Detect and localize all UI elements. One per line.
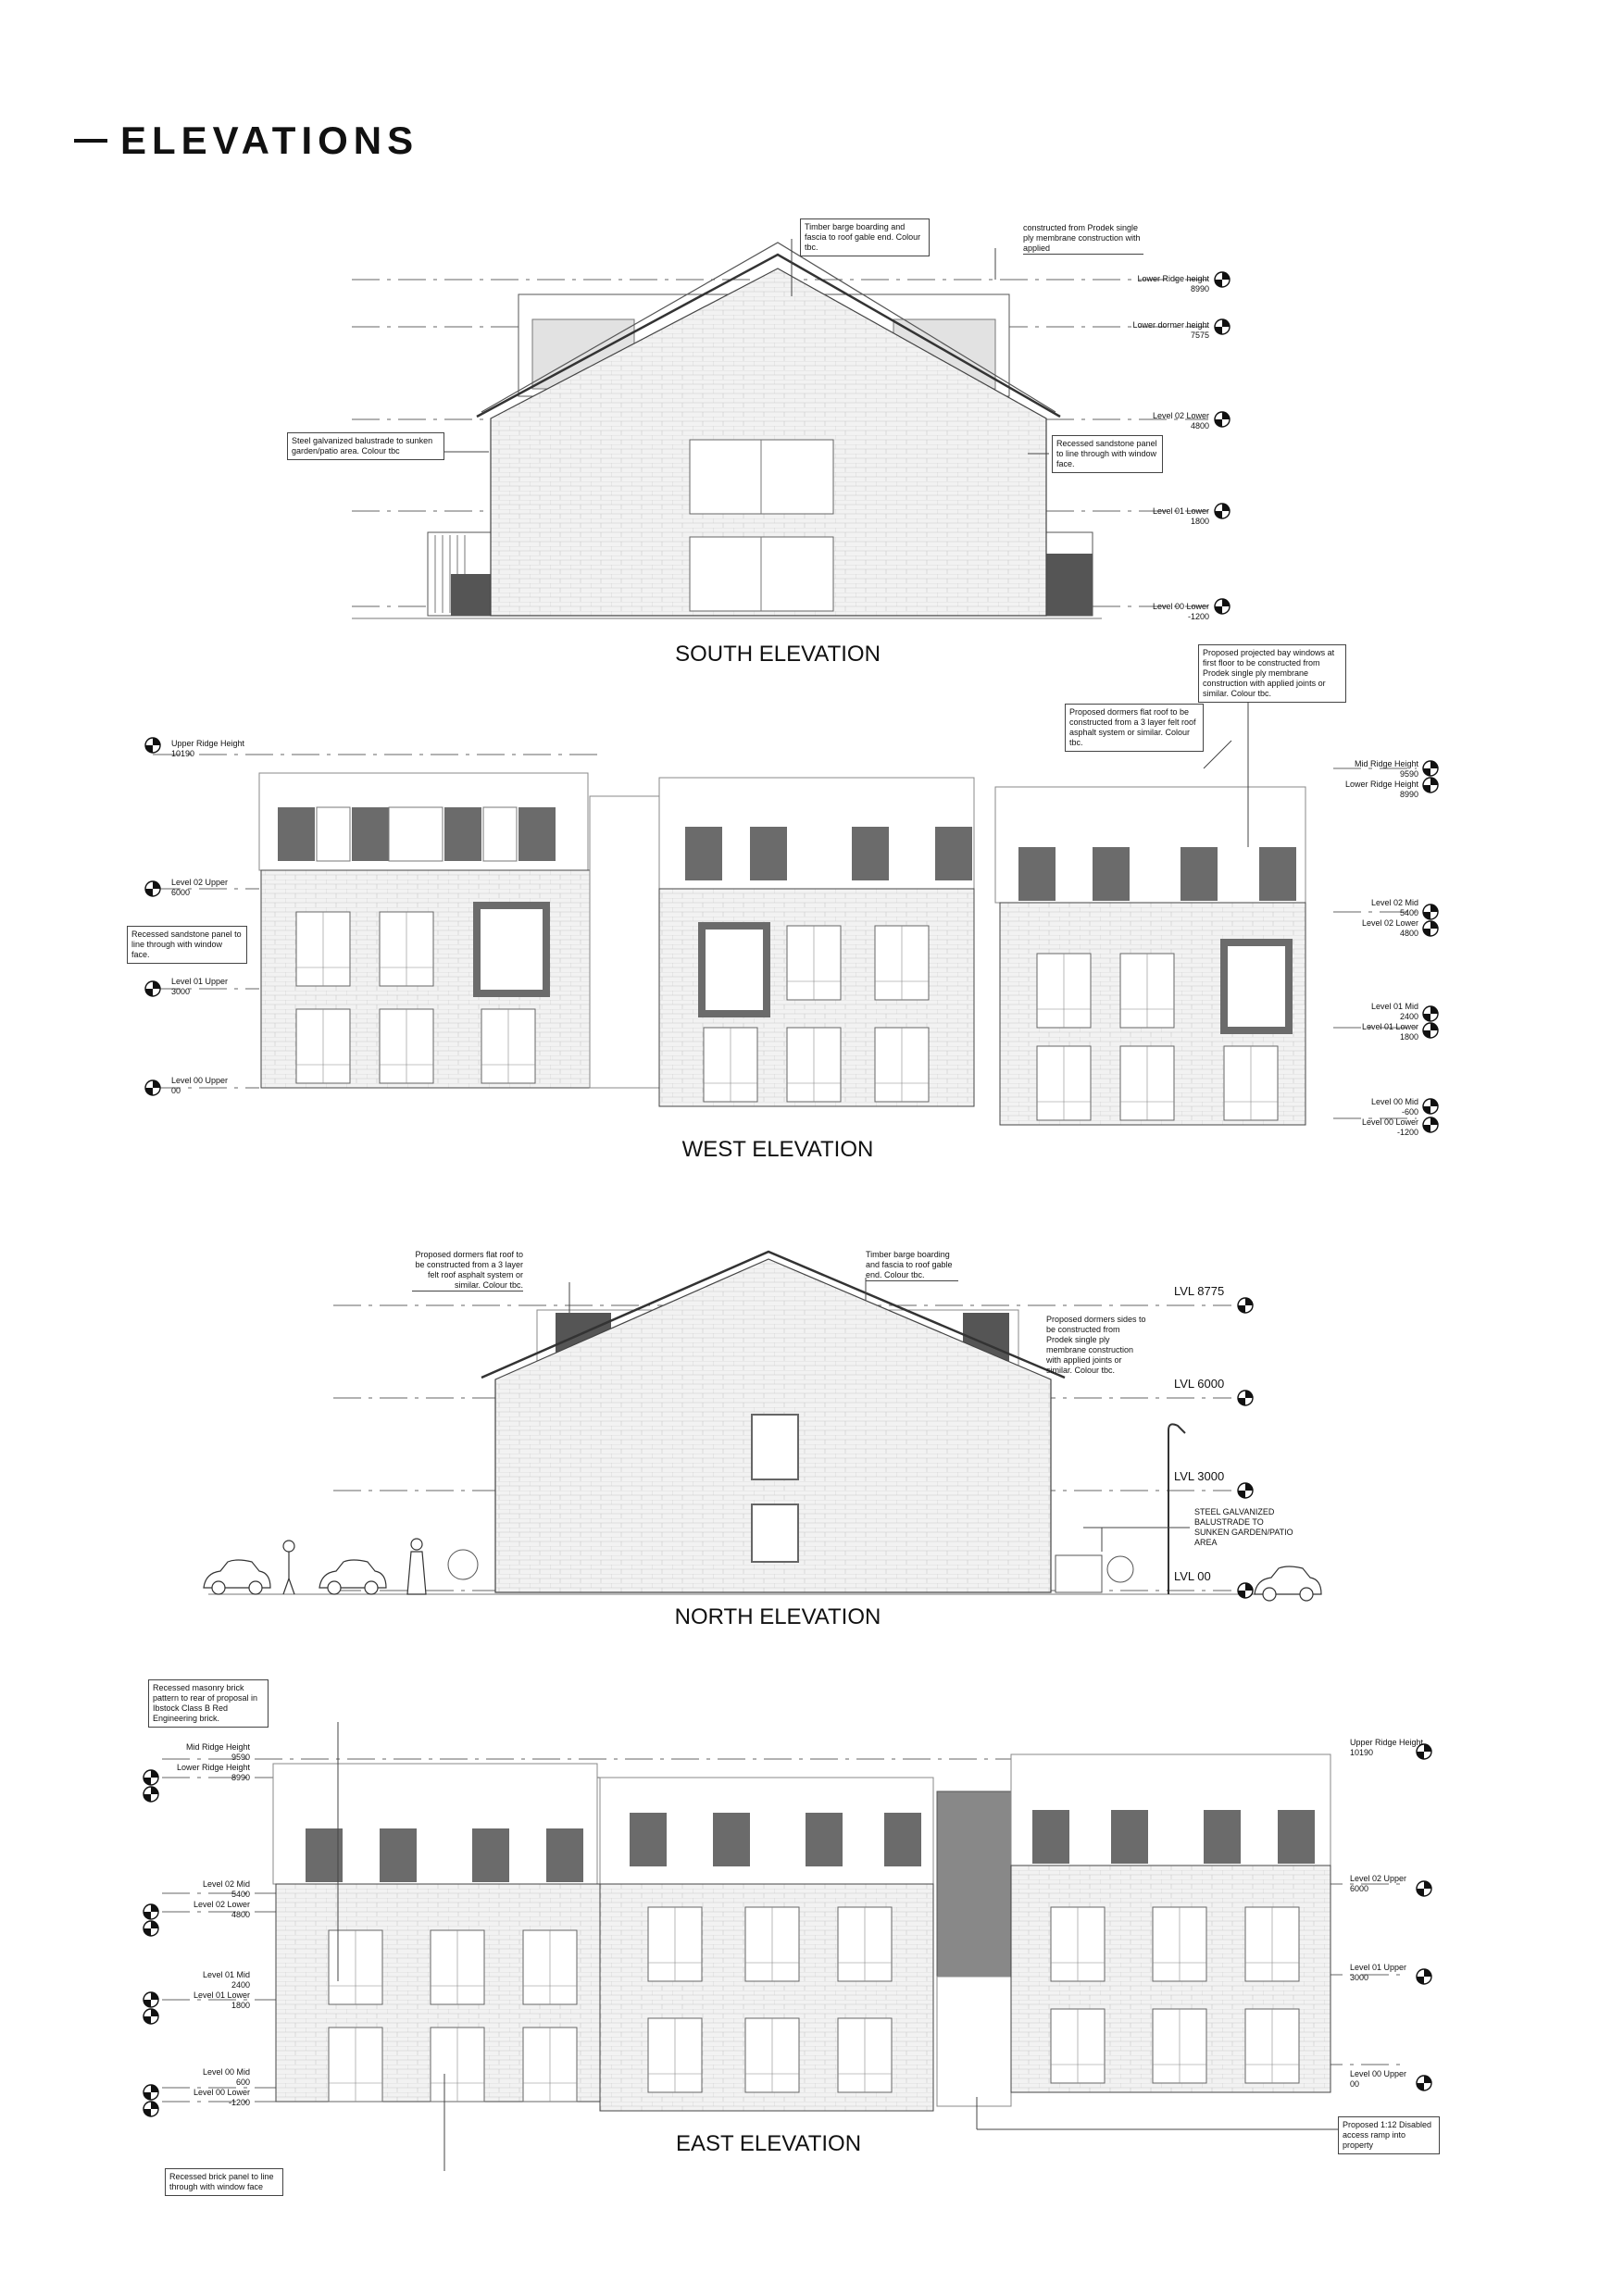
east-left-level-5: Level 01 Lower 1800 [193, 1990, 250, 2010]
west-right-level-7: Level 00 Lower -1200 [1361, 1117, 1418, 1137]
west-note-dormers: Proposed dormers flat roof to be constructed from a 3 layer felt roof asphalt system or similar. Colour tbc. [1065, 704, 1204, 752]
south-level-2: Level 02 Lower 4800 [1152, 411, 1209, 430]
north-note-balustrade: STEEL GALVANIZED BALUSTRADE TO SUNKEN GARDEN/PATIO AREA [1194, 1507, 1293, 1547]
west-right-level-5: Level 01 Lower 1800 [1361, 1022, 1418, 1042]
page-title-text: ELEVATIONS [120, 119, 419, 162]
east-left-level-2: Level 02 Mid 5400 [202, 1879, 250, 1899]
east-elevation-title: EAST ELEVATION [675, 2131, 862, 2156]
west-right-level-6: Level 00 Mid -600 [1370, 1097, 1418, 1117]
west-note-sandstone: Recessed sandstone panel to line through with window face. [127, 926, 247, 964]
west-left-level-2: Level 01 Upper 3000 [171, 977, 229, 996]
south-elevation-title: SOUTH ELEVATION [675, 642, 881, 667]
south-level-3: Level 01 Lower 1800 [1152, 506, 1209, 526]
north-level-1: LVL 6000 [1174, 1377, 1225, 1391]
west-left-level-0: Upper Ridge Height 10190 [171, 739, 245, 758]
south-level-0: Lower Ridge height 8990 [1137, 274, 1209, 293]
south-note-sandstone: Recessed sandstone panel to line through with window face. [1052, 435, 1163, 473]
east-left-level-4: Level 01 Mid 2400 [202, 1970, 250, 1990]
north-note-barge: Timber barge boarding and fascia to roof gable end. Colour tbc. [866, 1250, 958, 1281]
south-level-1: Lower dormer height 7575 [1132, 320, 1209, 340]
north-level-2: LVL 3000 [1174, 1469, 1225, 1483]
west-left-level-1: Level 02 Upper 6000 [171, 878, 229, 897]
south-level-4: Level 00 Lower -1200 [1152, 602, 1209, 621]
east-left-level-3: Level 02 Lower 4800 [193, 1900, 250, 1919]
south-note-prodek: constructed from Prodek single ply membrane construction with applied [1023, 223, 1143, 255]
east-left-level-7: Level 00 Lower -1200 [193, 2088, 250, 2107]
east-left-level-6: Level 00 Mid 600 [202, 2067, 250, 2087]
east-note-brick: Recessed brick panel to line through with window face [165, 2168, 283, 2196]
west-right-level-3: Level 02 Lower 4800 [1361, 918, 1418, 938]
east-left-level-0: Mid Ridge Height 9590 [185, 1742, 250, 1762]
north-elevation-title: NORTH ELEVATION [674, 1604, 881, 1629]
east-elevation-drawing [144, 1722, 1431, 2171]
west-right-level-1: Lower Ridge Height 8990 [1344, 780, 1418, 799]
east-note-masonry: Recessed masonry brick pattern to rear of proposal in Ibstock Class B Red Engineering brick. [148, 1679, 269, 1728]
west-right-level-4: Level 01 Mid 2400 [1370, 1002, 1418, 1021]
east-right-level-1: Level 02 Upper 6000 [1350, 1874, 1407, 1893]
west-right-level-2: Level 02 Mid 5400 [1370, 898, 1418, 917]
north-note-sides: Proposed dormers sides to be constructed from Prodek single ply membrane construction with applied joints or similar. Colour tbc. [1046, 1315, 1146, 1375]
north-level-0: LVL 8775 [1174, 1284, 1225, 1298]
north-note-dormers: Proposed dormers flat roof to be constructed from a 3 layer felt roof asphalt system or similar. Colour tbc. [412, 1250, 523, 1292]
west-left-level-3: Level 00 Upper 00 [171, 1076, 229, 1095]
north-level-3: LVL 00 [1174, 1569, 1211, 1583]
east-note-ramp: Proposed 1:12 Disabled access ramp into property [1338, 2116, 1440, 2154]
south-note-barge: Timber barge boarding and fascia to roof gable end. Colour tbc. [800, 218, 930, 256]
east-right-level-2: Level 01 Upper 3000 [1350, 1963, 1407, 1982]
south-note-balustrade: Steel galvanized balustrade to sunken garden/patio area. Colour tbc [287, 432, 444, 460]
east-right-level-0: Upper Ridge Height 10190 [1350, 1738, 1424, 1757]
west-elevation-title: WEST ELEVATION [681, 1137, 874, 1162]
east-left-level-1: Lower Ridge Height 8990 [176, 1763, 250, 1782]
west-right-level-0: Mid Ridge Height 9590 [1354, 759, 1418, 779]
north-elevation-drawing [204, 1252, 1321, 1601]
west-elevation-drawing [145, 685, 1438, 1132]
west-note-bay: Proposed projected bay windows at first floor to be constructed from Prodek single ply membrane construction with applied joints or similar. Colour tbc. [1198, 644, 1346, 703]
east-right-level-3: Level 00 Upper 00 [1350, 2069, 1407, 2089]
